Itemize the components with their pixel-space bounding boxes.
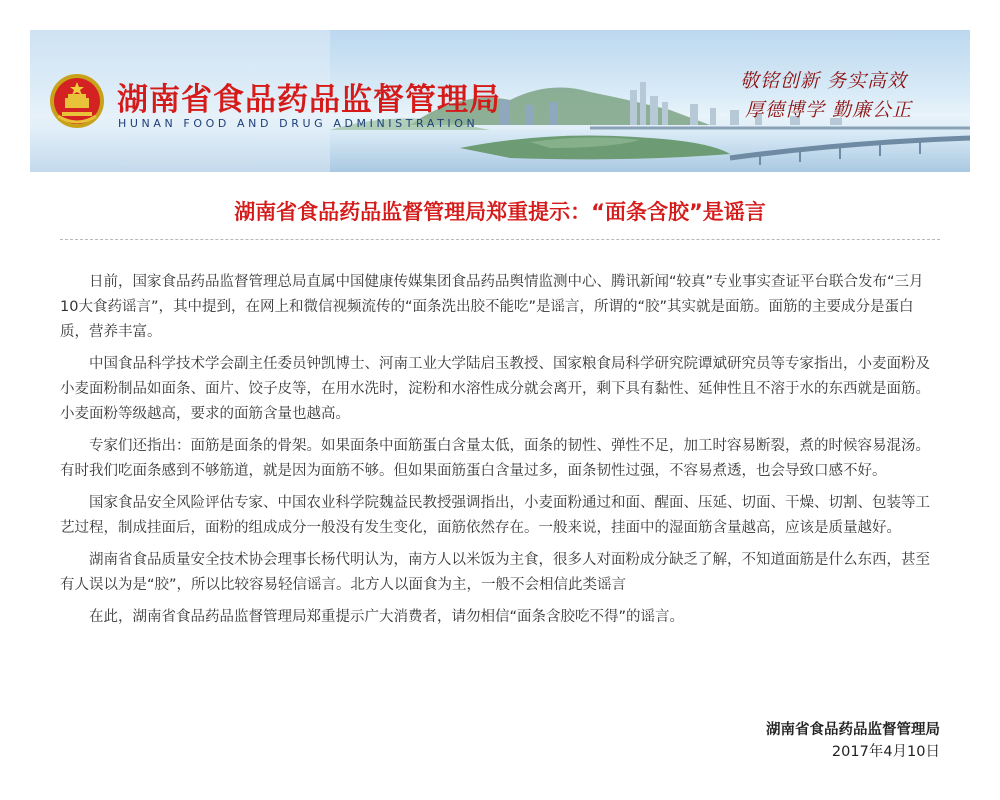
article-paragraph: 国家食品安全风险评估专家、中国农业科学院魏益民教授强调指出，小麦面粉通过和面、醒面、压延、切面、干燥、切割、包装等工艺过程，制成挂面后，面粉的组成成分一般没有发生变化，面筋依然存在。一般来说，挂面中的湿面筋含量越高，应该是质量越好。 (60, 495, 930, 536)
article-title: 湖南省食品药品监督管理局郑重提示：“面条含胶”是谣言 (234, 200, 766, 224)
article-paragraph: 专家们还指出：面筋是面条的骨架。如果面条中面筋蛋白含量太低，面条的韧性、弹性不足，加工时容易断裂，煮的时候容易混汤。有时我们吃面条感到不够筋道，就是因为面筋不够。但如果面筋蛋白含量过多，面条韧性过强，不容易煮透，也会导致口感不好。 (60, 438, 930, 479)
signature-block (766, 719, 940, 763)
header-banner (30, 30, 970, 172)
motto-line-2: 厚德博学 勤廉公正 (745, 99, 913, 121)
site-title: 湖南省食品药品监督管理局 (117, 82, 501, 118)
national-emblem-icon (48, 72, 106, 130)
article-paragraph: 湖南省食品质量安全技术协会理事长杨代明认为，南方人以米饭为主食，很多人对面粉成分缺乏了解，不知道面筋是什么东西，甚至有人误以为是“胶”，所以比较容易轻信谣言。北方人以面食为主，一般不会相信此类谣言 (60, 552, 930, 593)
signature-organization: 湖南省食品药品监督管理局 (766, 722, 940, 738)
article-body (60, 270, 940, 637)
article-paragraph: 中国食品科学技术学会副主任委员钟凯博士、河南工业大学陆启玉教授、国家粮食局科学研究院谭斌研究员等专家指出，小麦面粉及小麦面粉制品如面条、面片、饺子皮等，在用水洗时，淀粉和水溶性成分就会离开，剩下具有黏性、延伸性且不溶于水的东西就是面筋。小麦面粉等级越高，要求的面筋含量也越高。 (60, 356, 930, 422)
signature-date: 2017年4月10日 (831, 744, 940, 760)
motto-line-1: 敬铭创新 务实高效 (740, 70, 908, 92)
site-subtitle-english: HUNAN FOOD AND DRUG ADMINISTRATION (118, 117, 479, 130)
article-paragraph: 日前，国家食品药品监督管理总局直属中国健康传媒集团食品药品舆情监测中心、腾讯新闻“较真”专业事实查证平台联合发布“三月10大食药谣言”，其中提到，在网上和微信视频流传的“面条洗出胶不能吃”是谣言，所谓的“胶”其实就是面筋。面筋的主要成分是蛋白质，营养丰富。 (60, 274, 924, 340)
title-divider (60, 239, 940, 240)
article-paragraph: 在此，湖南省食品药品监督管理局郑重提示广大消费者，请勿相信“面条含胶吃不得”的谣言。 (89, 609, 685, 625)
